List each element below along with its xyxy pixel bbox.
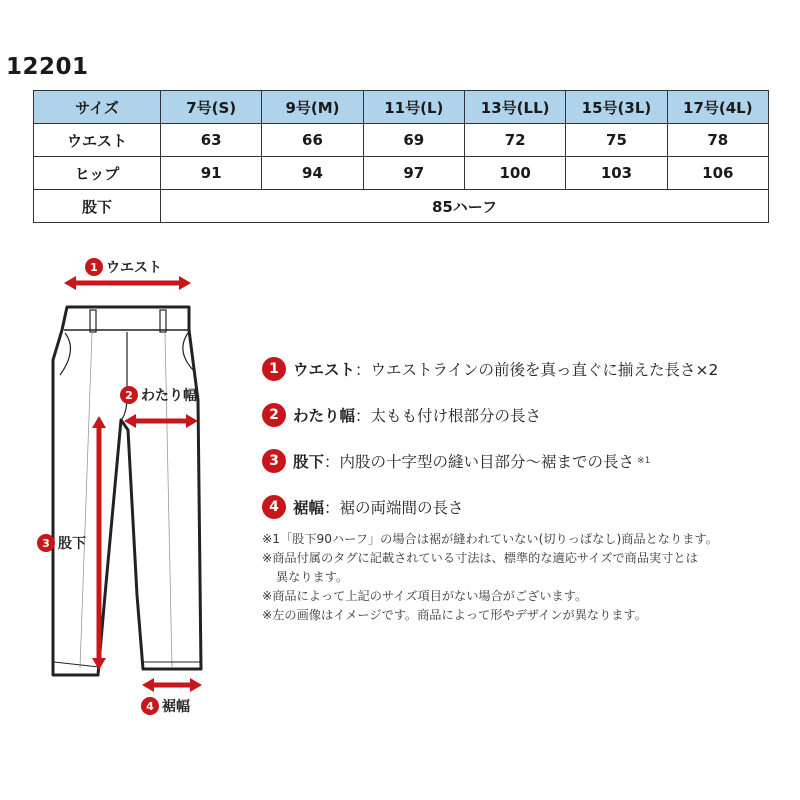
header-cell: 9号(M) <box>262 91 363 124</box>
header-cell: 17号(4L) <box>667 91 768 124</box>
table-cell: 66 <box>262 124 363 157</box>
table-cell: 94 <box>262 157 363 190</box>
legend-description: ：太もも付け根部分の長さ <box>355 407 542 425</box>
legend-description: ：内股の十字型の縫い目部分〜裾までの長さ <box>324 453 635 471</box>
header-cell: 11号(L) <box>363 91 464 124</box>
note-line: ※1「股下90ハーフ」の場合は裾が縫われていない(切りっぱなし)商品となります。 <box>262 532 718 546</box>
legend-item <box>262 438 782 484</box>
legend-number: 4 <box>262 495 286 519</box>
measurement-legend <box>262 346 782 530</box>
legend-description: ：裾の両端間の長さ <box>324 499 464 517</box>
callout-number: 1 <box>85 258 103 276</box>
table-cell: 106 <box>667 157 768 190</box>
legend-item <box>262 346 782 392</box>
legend-term: 股下 <box>293 453 325 471</box>
callout-label: ウエスト <box>106 260 162 276</box>
note-line: ※商品によって上記のサイズ項目がない場合がございます。 <box>262 589 588 603</box>
table-cell: 75 <box>566 124 667 157</box>
legend-term: わたり幅 <box>293 407 356 425</box>
callout-label: 股下 <box>58 536 86 552</box>
legend-term: 裾幅 <box>293 499 325 517</box>
legend-number: 1 <box>262 357 286 381</box>
legend-description: ：ウエストラインの前後を真っ直ぐに揃えた長さ×2 <box>355 361 719 379</box>
note-line: ※左の画像はイメージです。商品によって形やデザインが異なります。 <box>262 608 647 622</box>
callout-number: 2 <box>120 386 138 404</box>
header-cell: 15号(3L) <box>566 91 667 124</box>
header-cell: 7号(S) <box>161 91 262 124</box>
legend-number: 2 <box>262 403 286 427</box>
legend-term: ウエスト <box>293 361 356 379</box>
footnote-mark: ※1 <box>637 456 651 466</box>
hem-arrow <box>142 678 202 692</box>
callout-waist <box>85 257 162 277</box>
table-cell: 100 <box>464 157 565 190</box>
note-line: ※商品付属のタグに記載されている寸法は、標準的な適応サイズで商品実寸とは <box>262 551 698 565</box>
table-cell: 78 <box>667 124 768 157</box>
table-cell: 97 <box>363 157 464 190</box>
waist-arrow <box>64 276 191 290</box>
table-cell: 91 <box>161 157 262 190</box>
legend-item <box>262 392 782 438</box>
product-code: 12201 <box>6 54 89 80</box>
callout-thigh <box>120 385 197 405</box>
header-cell: 13号(LL) <box>464 91 565 124</box>
row-label: ウエスト <box>34 124 161 157</box>
callout-hem <box>141 696 190 716</box>
note-line: 異なります。 <box>276 570 349 584</box>
row-label: ヒップ <box>34 157 161 190</box>
header-cell: サイズ <box>34 91 161 124</box>
callout-number: 3 <box>37 534 55 552</box>
callout-label: 裾幅 <box>162 699 190 715</box>
table-cell: 69 <box>363 124 464 157</box>
table-cell-inseam: 85ハーフ <box>161 190 769 223</box>
legend-item <box>262 484 782 530</box>
table-cell: 72 <box>464 124 565 157</box>
notes <box>262 530 792 625</box>
table-cell: 63 <box>161 124 262 157</box>
callout-inseam <box>37 533 86 553</box>
row-label: 股下 <box>34 190 161 223</box>
legend-number: 3 <box>262 449 286 473</box>
callout-number: 4 <box>141 697 159 715</box>
table-cell: 103 <box>566 157 667 190</box>
callout-label: わたり幅 <box>141 388 197 404</box>
